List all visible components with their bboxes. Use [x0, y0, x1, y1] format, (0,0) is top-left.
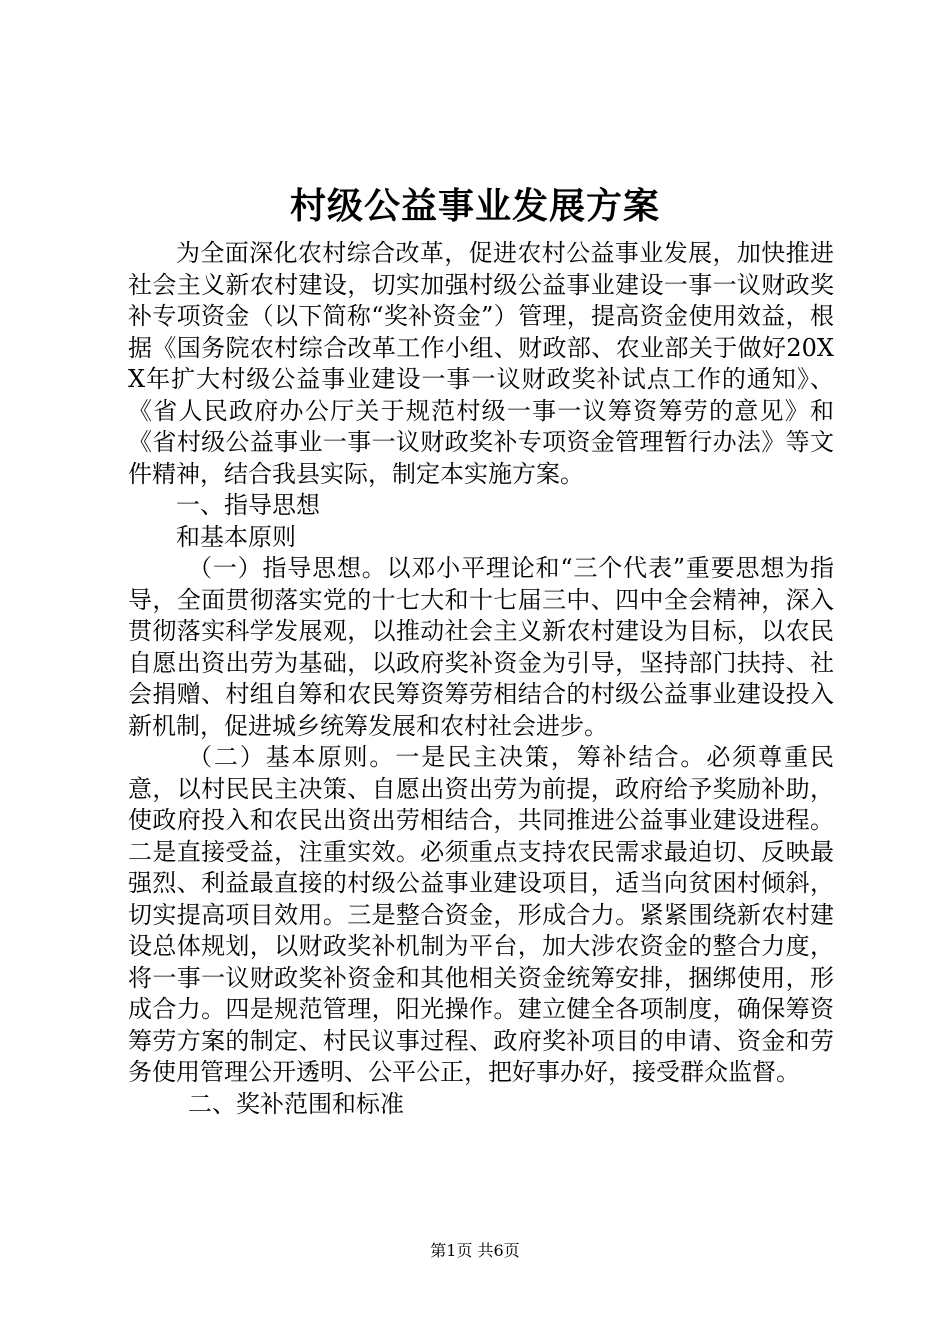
basic-principles-paragraph: （二）基本原则。一是民主决策，筹补结合。必须尊重民意，以村民民主决策、自愿出资出劳为前提，政府给予奖励补助，使政府投入和农民出资出劳相结合，共同推进公益事业建设进程。二是直接受益，注重实效。必须重点支持农民需求最迫切、反映最强烈、利益最直接的村级公益事业建设项目，适当向贫困村倾斜，切实提高项目效用。三是整合资金，形成合力。紧紧围绕新农村建设总体规划，以财政奖补机制为平台，加大涉农资金的整合力度，将一事一议财政奖补资金和其他相关资金统筹安排，捆绑使用，形成合力。四是规范管理，阳光操作。建立健全各项制度，确保筹资筹劳方案的制定、村民议事过程、政府奖补项目的申请、资金和劳务使用管理公开透明、公平公正，把好事办好，接受群众监督。 [128, 743, 834, 1086]
guiding-thought-paragraph: （一）指导思想。以邓小平理论和“三个代表”重要思想为指导，全面贯彻落实党的十七大和十七届三中、四中全会精神，深入贯彻落实科学发展观，以推动社会主义新农村建设为目标，以农民自愿出资出劳为基础，以政府奖补资金为引导，坚持部门扶持、社会捐赠、村组自筹和农民筹资筹劳相结合的村级公益事业建设投入新机制，促进城乡统筹发展和农村社会进步。 [128, 554, 834, 740]
document-body [128, 238, 834, 1120]
section-heading-subsidy-scope: 二、奖补范围和标准 [188, 1089, 404, 1118]
section-heading-guiding-thought: 一、指导思想 [176, 491, 320, 519]
page-footer: 第1页 共6页 [430, 1241, 520, 1260]
document-title: 村级公益事业发展方案 [289, 185, 660, 227]
intro-paragraph: 为全面深化农村综合改革，促进农村公益事业发展，加快推进社会主义新农村建设，切实加强村级公益事业建设一事一议财政奖补专项资金（以下简称“奖补资金”）管理，提高资金使用效益，根据《国务院农村综合改革工作小组、财政部、农业部关于做好20XX年扩大村级公益事业建设一事一议财政奖补试点工作的通知》、《省人民政府办公厅关于规范村级一事一议筹资筹劳的意见》和《省村级公益事业一事一议财政奖补专项资金管理暂行办法》等文件精神，结合我县实际，制定本实施方案。 [128, 239, 834, 488]
section-heading-basic-principles: 和基本原则 [176, 522, 296, 551]
